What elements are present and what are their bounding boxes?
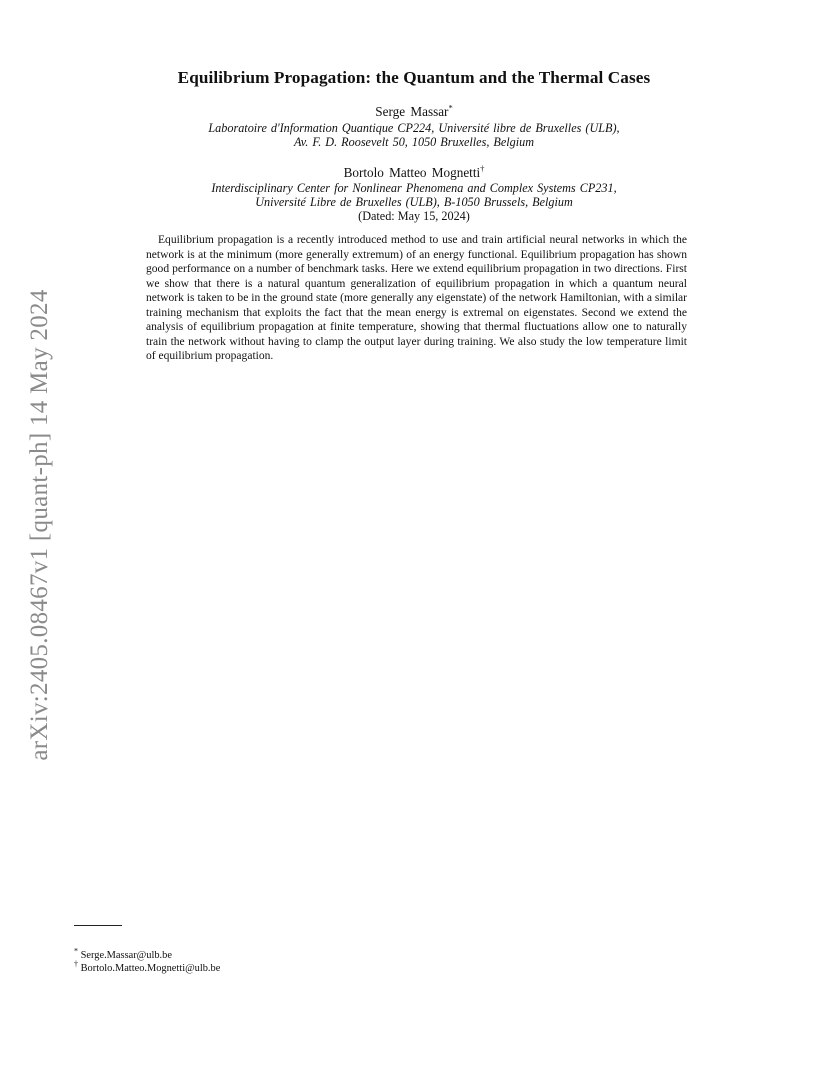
arxiv-identifier-stamp: arXiv:2405.08467v1 [quant-ph] 14 May 2024	[26, 289, 53, 761]
author-footnote-mark: †	[480, 163, 485, 174]
author-name-1	[0, 104, 828, 120]
footnote-divider	[74, 925, 122, 926]
author-affiliation-line: Interdisciplinary Center for Nonlinear Phenomena and Complex Systems CP231,	[211, 181, 617, 195]
footnote-mark: *	[74, 946, 78, 956]
paper-title: Equilibrium Propagation: the Quantum and the Thermal Cases	[177, 68, 651, 87]
author-affiliation-line: Laboratoire d'Information Quantique CP224, Université libre de Bruxelles (ULB),	[208, 121, 620, 135]
author-affiliation-line: Université Libre de Bruxelles (ULB), B-1050 Brussels, Belgium	[255, 195, 573, 209]
footnote-2	[74, 959, 221, 974]
author-affiliation-line: Av. F. D. Roosevelt 50, 1050 Bruxelles, Belgium	[293, 135, 535, 149]
footnote-1	[74, 946, 172, 961]
footnote-email: Bortolo.Matteo.Mognetti@ulb.be	[80, 963, 221, 974]
author-name-text: Serge Massar	[375, 104, 449, 119]
footnote-mark: †	[74, 959, 78, 969]
author-name-2	[0, 165, 828, 181]
abstract: Equilibrium propagation is a recently introduced method to use and train artificial neural networks in which the network is at the minimum (more generally extremum) of an energy functional. Equilibrium propagation has shown good performance on a number of benchmark tasks. Here we extend equilibrium propagation in two directions. First we show that there is a natural quantum generalization of equilibrium propagation in which a quantum neural network is taken to be in the ground state (more generally any eigenstate) of the network Hamiltonian, with a similar training mechanism that exploits the fact that the mean energy is extremal on eigenstates. Second we extend the analysis of equilibrium propagation at finite temperature, showing that thermal fluctuations allow one to naturally train the network without having to clamp the output layer during training. We also study the low temperature limit of equilibrium propagation.	[146, 234, 687, 362]
dated-line: (Dated: May 15, 2024)	[358, 209, 470, 223]
author-name-text: Bortolo Matteo Mognetti	[343, 165, 481, 180]
footnote-email: Serge.Massar@ulb.be	[80, 950, 172, 961]
author-footnote-mark: *	[448, 102, 453, 113]
